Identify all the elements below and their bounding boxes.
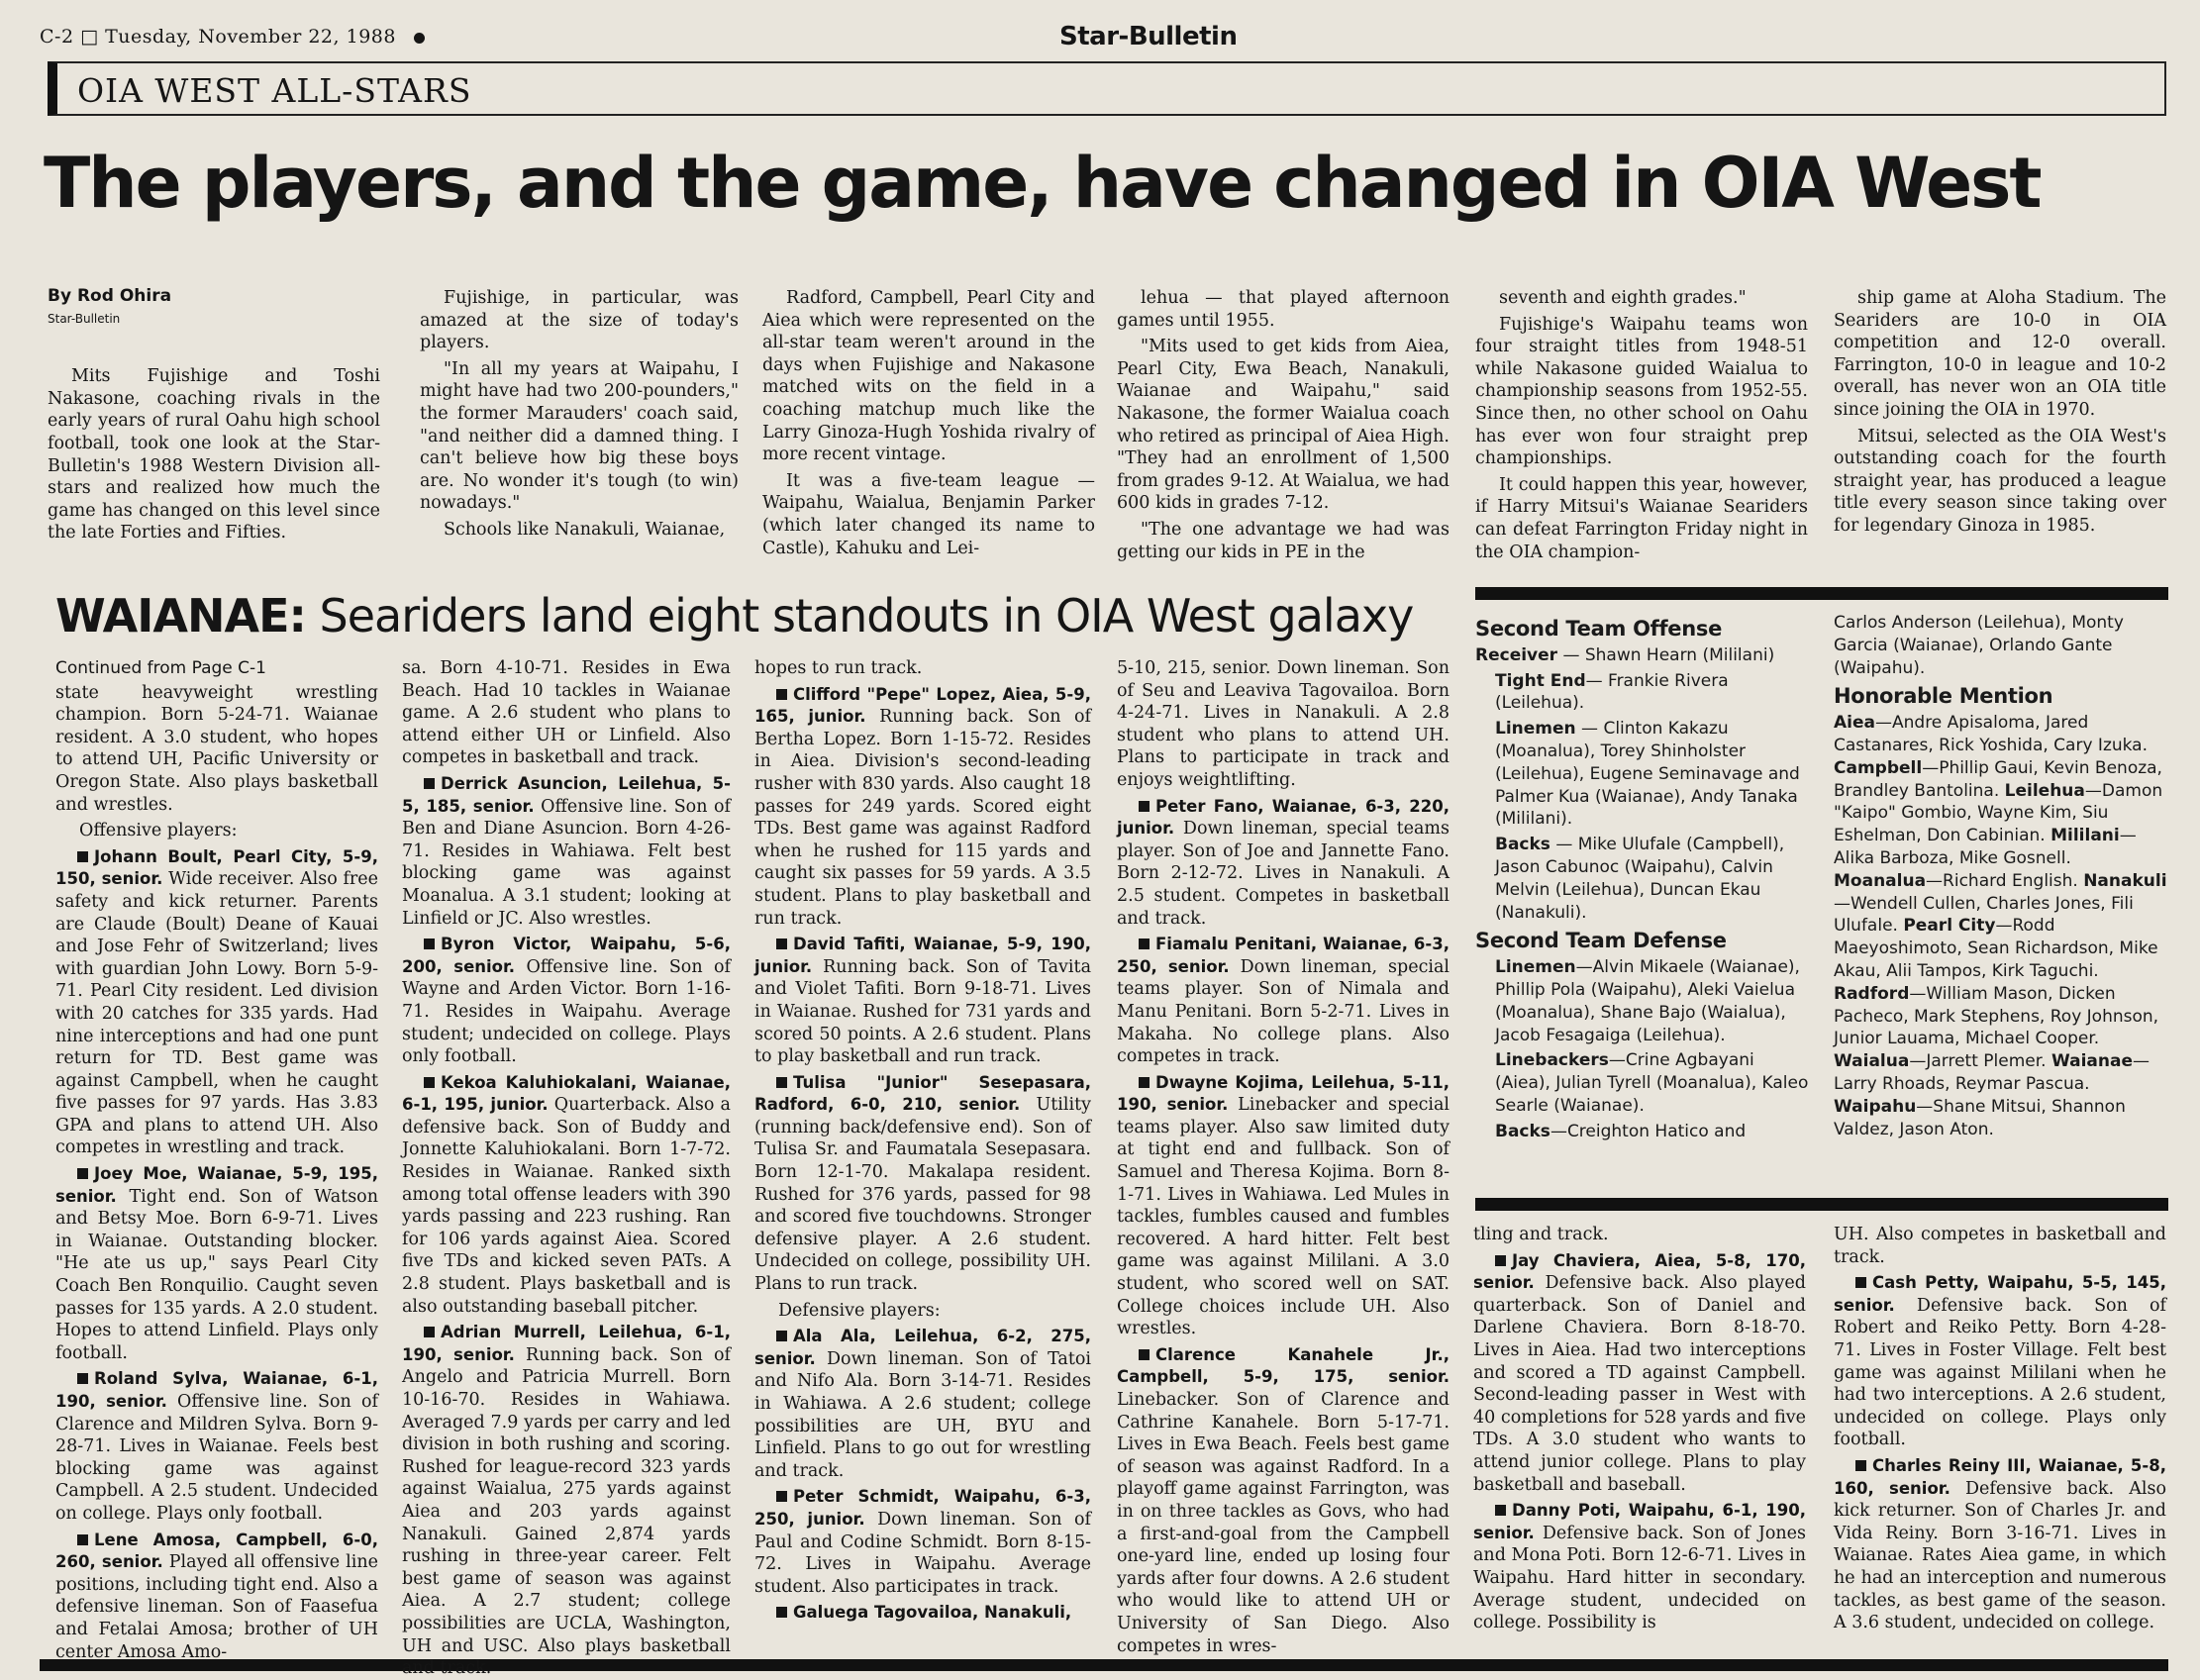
bio-column-3	[754, 657, 1091, 1647]
square-bullet-icon	[77, 1373, 88, 1384]
player-bio-text: Offensive line. Son of Wayne and Arden Victor. Born 1-16-71. Resides in Waipahu. Average student; undecided on college. Plays only football.	[402, 956, 731, 1067]
square-bullet-icon	[776, 689, 787, 700]
player-bio-text: Offensive line. Son of Clarence and Mildren Sylva. Born 9-28-71. Lives in Waianae. Feels best blocking game was against Campbell. A 2.5 student. Undecided on college. Plays only football.	[55, 1392, 378, 1524]
player-entry	[1473, 1500, 1806, 1634]
player-entry	[55, 846, 378, 1159]
bio-paragraph	[1117, 657, 1450, 792]
school-label: Nanakuli	[2083, 870, 2167, 891]
player-entry	[55, 1368, 378, 1525]
player-entry	[1834, 1272, 2166, 1451]
player-bio-text: Linebacker and special teams player. Also saw limited duty at tight end and fullback. Son of Samuel and Theresa Kojima. Born 8-1-71. Lives in Wahiawa. Led Mules in tackles, fumbles caused and fumbles recovered. A hard hitter. Felt best game was against Mililani. A 3.0 student, who scored well on SAT. College choices include UH. Also wrestles.	[1117, 1095, 1450, 1339]
story-column-3	[762, 287, 1095, 558]
school-label: Aiea	[1834, 713, 1875, 734]
jump-headline-kicker: WAIANAE:	[55, 589, 306, 642]
player-name: Ala Ala, Leilehua, 6-2, 275, senior.	[754, 1327, 1091, 1368]
player-entry	[1117, 934, 1450, 1068]
headline: The players, and the game, have changed in OIA West	[44, 143, 2041, 224]
player-entry	[754, 934, 1091, 1068]
bio-paragraph	[1834, 1224, 2166, 1268]
square-bullet-icon	[1139, 939, 1150, 949]
box-entry-label: Linemen	[1495, 719, 1576, 740]
player-name: Johann Boult, Pearl City, 5-9, 150, senior.	[55, 846, 378, 889]
story-paragraph: It could happen this year, however, if Harry Mitsui's Waianae Seariders can defeat Farrington Friday night in the OIA champion-	[1475, 474, 1808, 562]
school-names: —Shane Mitsui, Shannon Valdez, Jason Aton.	[1834, 1096, 2126, 1139]
player-name: Derrick Asuncion, Leilehua, 5-5, 185, senior.	[402, 773, 731, 816]
school-names: —William Mason, Dicken Pacheco, Mark Stephens, Roy Johnson, Junior Lauama, Michael Cooper.	[1834, 983, 2159, 1049]
square-bullet-icon	[77, 1168, 88, 1179]
square-bullet-icon	[1139, 1077, 1150, 1088]
player-name: Tulisa "Junior" Sesepasara, Radford, 6-0, 210, senior.	[754, 1072, 1091, 1115]
bio-column-1	[55, 657, 378, 1662]
player-name: Clifford "Pepe" Lopez, Aiea, 5-9, 165, junior.	[754, 684, 1091, 727]
player-name: Byron Victor, Waipahu, 5-6, 200, senior.	[402, 935, 731, 976]
box-entry-names: —Crine Agbayani (Aiea), Julian Tyrell (Moanalua), Kaleo Searle (Waianae).	[1495, 1050, 1809, 1116]
story-column-5	[1475, 287, 1808, 562]
square-bullet-icon	[424, 1077, 435, 1088]
player-bio-text: Defensive back. Also kick returner. Son of Charles Jr. and Vida Reiny. Born 3-16-71. Lives in Waianae. Rates Aiea game, in which he had an interception and numerous tackles, as best game of the season. A 3.6 student, undecided on college.	[1834, 1478, 2166, 1633]
box-heading: Honorable Mention	[1834, 684, 2053, 709]
story-column-1	[48, 285, 380, 552]
continued-line: Continued from Page C-1	[55, 658, 266, 678]
box-entry	[1475, 834, 1810, 924]
player-name: Jay Chaviera, Aiea, 5-8, 170, senior.	[1473, 1250, 1806, 1293]
box-bottom-rule	[1475, 1198, 2168, 1211]
section-banner	[48, 61, 2166, 116]
player-name: Charles Reiny III, Waianae, 5-8, 160, senior.	[1834, 1455, 2166, 1498]
box-entry	[1475, 644, 1810, 667]
box-entry-names: —Alvin Mikaele (Waianae), Phillip Pola (Waipahu), Aleki Vaielua (Moanalua), Shane Bajo (Waialua), Jacob Fesagaiga (Leilehua).	[1495, 957, 1800, 1045]
school-names: —Alika Barboza, Mike Gosnell.	[1834, 826, 2137, 868]
player-entry	[402, 773, 731, 930]
player-name: Peter Fano, Waianae, 6-3, 220, junior.	[1117, 796, 1450, 839]
school-label: Campbell	[1834, 757, 1923, 778]
player-entry	[402, 934, 731, 1068]
box-entry-names: — Clinton Kakazu (Moanalua), Torey Shinholster (Leilehua), Eugene Seminavage and Palmer Kua (Waianae), Andy Tanaka (Mililani).	[1495, 719, 1800, 830]
bio-column-6	[1834, 1224, 2166, 1649]
box-entry-label: Receiver	[1475, 644, 1558, 665]
player-entry	[754, 1072, 1091, 1296]
bio-column-2	[402, 657, 731, 1679]
story-column-2	[420, 287, 739, 552]
story-paragraph: seventh and eighth grades."	[1499, 288, 1747, 308]
box-entry	[1475, 718, 1810, 831]
square-bullet-icon	[1495, 1505, 1506, 1516]
story-paragraph: Fujishige's Waipahu teams won four straight titles from 1948-51 while Nakasone guided Waialua to championship seasons from 1952-55. Since then, no other school on Oahu has ever won four straight prep championships.	[1475, 314, 1808, 469]
box-entry: Carlos Anderson (Leilehua), Monty Garcia (Waianae), Orlando Gante (Waipahu).	[1834, 613, 2124, 678]
school-names: —Jarrett Plemer.	[1909, 1051, 2051, 1072]
player-entry	[1834, 1455, 2166, 1634]
player-bio-text: Defensive players:	[778, 1300, 941, 1321]
school-label: Pearl City	[1903, 916, 1996, 937]
bio-paragraph	[754, 1300, 1091, 1323]
player-bio-text: UH. Also competes in basketball and track.	[1834, 1225, 2166, 1267]
section-title: OIA WEST ALL-STARS	[77, 71, 472, 110]
player-bio-text: Tight end. Son of Watson and Betsy Moe. Born 6-9-71. Lives in Waianae. Outstanding blocker. "He ate us up," says Pearl City Coach Ben Ronquilio. Caught seven passes for 135 yards. A 2.0 student. Hopes to attend Linfield. Plays only football.	[55, 1186, 378, 1363]
player-entry	[1117, 1072, 1450, 1340]
square-bullet-icon	[776, 939, 787, 949]
bio-column-4	[1117, 657, 1450, 1656]
box-entry-names: — Frankie Rivera (Leilehua).	[1495, 670, 1729, 714]
box-entry	[1475, 1049, 1810, 1117]
square-bullet-icon	[1855, 1460, 1866, 1471]
school-names: —Damon "Kaipo" Gombio, Wayne Kim, Siu Eshelman, Don Cabinian.	[1834, 780, 2163, 846]
player-name: Lene Amosa, Campbell, 6-0, 260, senior.	[55, 1530, 378, 1572]
player-bio-text: Down lineman, special teams player. Son of Nimala and Manu Penitani. Born 5-2-71. Lives in Makaha. No college plans. Also competes in track.	[1117, 956, 1450, 1067]
player-entry	[402, 1072, 731, 1319]
box-entry-label: Backs	[1495, 835, 1550, 855]
byline: By Rod Ohira	[48, 286, 172, 306]
story-paragraph: "In all my years at Waipahu, I might have had two 200-pounders," the former Marauders' coach said, "and neither did a damned thing. I can't believe how big these boys are. No wonder it's tough (to win) nowadays."	[420, 358, 739, 514]
square-bullet-icon	[424, 1327, 435, 1337]
square-bullet-icon	[77, 851, 88, 862]
box-entry-label: Linebackers	[1495, 1050, 1609, 1071]
school-label: Leilehua	[2004, 780, 2085, 801]
square-bullet-icon	[776, 1491, 787, 1502]
story-column-4	[1117, 287, 1450, 562]
player-entry	[754, 1602, 1091, 1625]
box-entry	[1475, 670, 1810, 716]
box-entry	[1475, 1121, 1810, 1143]
player-entry	[402, 1322, 731, 1680]
square-bullet-icon	[424, 778, 435, 789]
player-name: Danny Poti, Waipahu, 6-1, 190, senior.	[1473, 1501, 1806, 1542]
square-bullet-icon	[424, 939, 435, 949]
story-paragraph: Schools like Nanakuli, Waianae,	[444, 519, 726, 540]
box-top-rule	[1475, 587, 2168, 600]
player-name: Clarence Kanahele Jr., Campbell, 5-9, 175, senior.	[1117, 1344, 1450, 1387]
player-entry	[55, 1163, 378, 1364]
player-name: Joey Moe, Waianae, 5-9, 195, senior.	[55, 1164, 378, 1206]
player-entry	[754, 1326, 1091, 1482]
square-bullet-icon	[1139, 801, 1150, 812]
story-paragraph: Fujishige, in particular, was amazed at the size of today's players.	[420, 288, 739, 353]
player-bio-text: state heavyweight wrestling champion. Born 5-24-71. Waianae resident. A 3.0 student, who hopes to attend UH, Pacific University or Oregon State. Also plays basketball and wrestles.	[55, 682, 378, 815]
player-bio-text: Running back. Son of Tavita and Violet Tafiti. Born 9-18-71. Lives in Waianae. Rushed for 731 yards and scored 50 points. A 2.6 student. Plans to play basketball and run track.	[754, 956, 1091, 1067]
story-paragraph: Mits Fujishige and Toshi Nakasone, coaching rivals in the early years of rural Oahu high school football, took one look at the Star-Bulletin's 1988 Western Division all-stars and realized how much the game has changed on this level since the late Forties and Fifties.	[48, 366, 380, 544]
bio-paragraph	[55, 682, 378, 817]
story-paragraph: "The one advantage we had was getting our kids in PE in the	[1117, 519, 1450, 562]
honorable-mention-list	[1834, 712, 2168, 1140]
player-entry	[1117, 796, 1450, 931]
player-bio-text: Running back. Son of Bertha Lopez. Born 1-15-72. Resides in Aiea. Division's second-leading rusher with 830 yards. Also caught 18 passes for 249 yards. Scored eight TDs. Best game was against Radford when he rushed for 115 yards and caught six passes for 59 yards. A 3.5 student. Plans to play basketball and run track.	[754, 707, 1091, 929]
box-entry-names: — Shawn Hearn (Mililani)	[1557, 644, 1775, 665]
second-team-box-left	[1475, 612, 1810, 1196]
school-label: Moanalua	[1834, 870, 1927, 891]
box-heading: Second Team Offense	[1475, 617, 1723, 641]
second-team-box-right	[1834, 612, 2168, 1196]
box-entry-label: Backs	[1495, 1121, 1550, 1141]
player-bio-text: Offensive players:	[79, 821, 238, 841]
player-bio-text: hopes to run track.	[754, 658, 923, 678]
player-bio-text: Defensive back. Also played quarterback. Son of Daniel and Darlene Chaviera. Born 8-18-70. Lives in Aiea. Had two interceptions and scored a TD against Campbell. Second-leading passer in West with 40 completions for 528 yards and five TDs. A 3.0 student who wants to attend junior college. Plans to play basketball and baseball.	[1473, 1273, 1806, 1495]
box-entry-names: —Creighton Hatico and	[1550, 1121, 1747, 1141]
story-paragraph: "Mits used to get kids from Aiea, Pearl City, Ewa Beach, Nanakuli, Waianae and Waipahu," said Nakasone, the former Waialua coach who retired as principal of Aiea High. "They had an enrollment of 1,500 from grades 9-12. At Waialua, we had 600 kids in grades 7-12.	[1117, 337, 1450, 514]
box-entry-label: Tight End	[1495, 670, 1586, 691]
player-entry	[754, 684, 1091, 931]
square-bullet-icon	[1855, 1277, 1866, 1288]
player-name: Roland Sylva, Waianae, 6-1, 190, senior.	[55, 1369, 378, 1411]
square-bullet-icon	[1495, 1255, 1506, 1266]
player-bio-text: Linebacker. Son of Clarence and Cathrine Kanahele. Born 5-17-71. Lives in Ewa Beach. Feels best game of season was against Radford. In a playoff game against Farrington, was in on three tackles as Govs, who had a first-and-goal from the Campbell one-yard line, ended up losing four yards after four downs. A 2.6 student who would like to attend UH or University of San Diego. Also competes in wres-	[1117, 1390, 1450, 1656]
player-bio-text: 5-10, 215, senior. Down lineman. Son of Seu and Leaviva Tagovailoa. Born 4-24-71. Lives in Nanakuli. A 2.8 student who plans to attend UH. Plans to participate in track and enjoys weightlifting.	[1117, 658, 1450, 790]
bullet-icon	[414, 33, 425, 44]
folio-text: C-2 □ Tuesday, November 22, 1988	[40, 26, 396, 48]
school-names: —Wendell Cullen, Charles Jones, Fili Ulufale.	[1834, 893, 2134, 937]
story-paragraph: Mitsui, selected as the OIA West's outstanding coach for the fourth straight year, has produced a league title every season since taking over for legendary Ginoza in 1985.	[1834, 426, 2166, 536]
bio-paragraph	[402, 657, 731, 769]
player-name: Fiamalu Penitani, Waianae, 6-3, 250, senior.	[1117, 935, 1450, 976]
story-paragraph: It was a five-team league — Waipahu, Waialua, Benjamin Parker (which later changed its name to Castle), Kahuku and Lei-	[762, 470, 1095, 558]
player-entry	[1117, 1344, 1450, 1657]
folio	[40, 26, 425, 48]
school-names: —Rodd Maeyoshimoto, Sean Richardson, Mike Akau, Alii Tampos, Kirk Taguchi.	[1834, 916, 2158, 981]
player-name: Adrian Murrell, Leilehua, 6-1, 190, senior.	[402, 1323, 731, 1364]
player-bio-text: Down lineman. Son of Tatoi and Nifo Ala. Born 3-14-71. Resides in Wahiawa. A 2.6 student; college possibilities are UH, BYU and Linfield. Plans to go out for wrestling and track.	[754, 1348, 1091, 1481]
player-name: Dwayne Kojima, Leilehua, 5-11, 190, senior.	[1117, 1072, 1450, 1115]
player-entry	[1473, 1250, 1806, 1497]
player-bio-text: sa. Born 4-10-71. Resides in Ewa Beach. Had 10 tackles in Waianae game. A 2.6 student who plans to attend either UH or Linfield. Also competes in basketball and track.	[402, 658, 731, 768]
school-label: Waianae	[2050, 1051, 2133, 1072]
school-label: Mililani	[2050, 826, 2120, 846]
player-bio-text: Down lineman. Son of Paul and Codine Schmidt. Born 8-15-72. Lives in Waipahu. Average student. Also participates in track.	[754, 1509, 1091, 1597]
player-entry	[55, 1530, 378, 1664]
story-paragraph: Radford, Campbell, Pearl City and Aiea which were represented on the all-star team weren't around in the days when Fujishige and Nakasone matched wits on the field in a coaching matchup much like the Larry Ginoza-Hugh Yoshida rivalry of more recent vintage.	[762, 288, 1095, 465]
player-bio-text: Quarterback. Also a defensive back. Son of Buddy and Jonnette Kaluhiokalani. Born 1-7-72. Resides in Waianae. Ranked sixth among total offense leaders with 390 yards passing and 223 rushing. Ran for 106 yards against Aiea. Scored five TDs and kicked seven PATs. A 2.8 student. Plays basketball and is also outstanding baseball pitcher.	[402, 1095, 731, 1317]
byline-credit: Star-Bulletin	[48, 311, 121, 326]
bio-paragraph	[754, 657, 1091, 680]
square-bullet-icon	[776, 1077, 787, 1088]
jump-headline-text: Seariders land eight standouts in OIA West galaxy	[305, 589, 1414, 642]
school-names: —Larry Rhoads, Reymar Pascua.	[1834, 1051, 2150, 1094]
player-name: Kekoa Kaluhiokalani, Waianae, 6-1, 195, junior.	[402, 1072, 731, 1115]
box-entry	[1475, 956, 1810, 1046]
school-names: —Richard English.	[1926, 870, 2084, 891]
box-heading: Second Team Defense	[1475, 929, 1727, 953]
school-label: Radford	[1834, 983, 1910, 1004]
player-name: David Tafiti, Waianae, 5-9, 190, junior.	[754, 935, 1091, 976]
square-bullet-icon	[776, 1607, 787, 1618]
school-label: Waialua	[1834, 1051, 1910, 1072]
player-name: Galuega Tagovailoa, Nanakuli,	[793, 1603, 1072, 1623]
player-bio-text: Running back. Son of Angelo and Patricia Murrell. Born 10-16-70. Resides in Wahiawa. Averaged 7.9 yards per carry and led division in both rushing and scoring. Rushed for league-record 323 yards against Waialua, 275 yards against Aiea and 203 yards against Nanakuli. Gained 2,874 yards rushing in three-year career. Felt best game of season was against Aiea. A 2.7 student; college possibilities are UCLA, Washington, UH and USC. Also plays basketball and track.	[402, 1344, 731, 1679]
square-bullet-icon	[776, 1331, 787, 1341]
player-bio-text: Utility (running back/defensive end). Son of Tulisa Sr. and Faumatala Sesepasara. Born 12-1-70. Makalapa resident. Rushed for 376 yards, passed for 98 and scored five touchdowns. Stronger defensive player. A 2.6 student. Undecided on college, possibility UH. Plans to run track.	[754, 1095, 1091, 1295]
player-entry	[754, 1486, 1091, 1598]
player-name: Peter Schmidt, Waipahu, 6-3, 250, junior.	[754, 1487, 1091, 1529]
bio-column-5	[1473, 1224, 1806, 1649]
player-bio-text: Played all offensive line positions, including tight end. Also a defensive lineman. Son of Faasefua and Fetalai Amosa; brother of UH center Amosa Amo-	[55, 1552, 378, 1662]
player-bio-text: Down lineman, special teams player. Son of Joe and Jannette Fano. Born 2-12-72. Lives in Nanakuli. A 2.5 student. Competes in basketball and track.	[1117, 819, 1450, 929]
square-bullet-icon	[1139, 1349, 1150, 1360]
newspaper-name: Star-Bulletin	[1059, 22, 1238, 51]
box-entry-names: — Mike Ulufale (Campbell), Jason Cabunoc (Waipahu), Calvin Melvin (Leilehua), Duncan Ekau (Nanakuli).	[1495, 835, 1785, 923]
school-label: Waipahu	[1834, 1096, 1917, 1117]
school-names: —Phillip Gaui, Kevin Benoza, Brandley Bantolina.	[1834, 757, 2162, 801]
story-paragraph: ship game at Aloha Stadium. The Seariders are 10-0 in OIA competition and 12-0 overall. Farrington, 10-0 in league and 10-2 overall, has never won an OIA title since joining the OIA in 1970.	[1834, 288, 2166, 420]
player-bio-text: tling and track.	[1473, 1225, 1609, 1244]
player-bio-text: Defensive back. Son of Robert and Reiko Petty. Born 4-28-71. Lives in Foster Village. Felt best game was against Mililani when he had two interceptions. A 2.6 student, undecided on college. Plays only football.	[1834, 1295, 2166, 1450]
player-bio-text: Offensive line. Son of Ben and Diane Asuncion. Born 4-26-71. Resides in Wahiawa. Felt best blocking game was against Moanalua. A 3.1 student; looking at Linfield or JC. Also wrestles.	[402, 796, 731, 929]
square-bullet-icon	[77, 1534, 88, 1545]
box-entry-label: Linemen	[1495, 957, 1576, 978]
player-name: Cash Petty, Waipahu, 5-5, 145, senior.	[1834, 1273, 2166, 1315]
story-paragraph: lehua — that played afternoon games until 1955.	[1117, 288, 1450, 331]
bio-paragraph	[1473, 1224, 1806, 1246]
player-bio-text: Wide receiver. Also free safety and kick returner. Parents are Claude (Boult) Deane of Kauai and Jose Fehr of Switzerland; lives with guardian John Lowy. Born 5-9-71. Pearl City resident. Led division with 20 catches for 335 yards. Had nine interceptions and had one punt return for TD. Best game was against Campbell, when he caught five passes for 97 yards. Has 3.83 GPA and plans to attend UH. Also competes in wrestling and track.	[55, 869, 378, 1158]
bio-paragraph	[55, 820, 378, 842]
jump-headline	[55, 589, 1413, 642]
player-bio-text: Defensive back. Son of Jones and Mona Poti. Born 12-6-71. Lives in Waipahu. Hard hitter in secondary. Average student, undecided on college. Possibility is	[1473, 1523, 1806, 1633]
story-column-6	[1834, 287, 2166, 552]
school-names: —Andre Apisaloma, Jared Castanares, Rick Yoshida, Cary Izuka.	[1834, 713, 2149, 755]
